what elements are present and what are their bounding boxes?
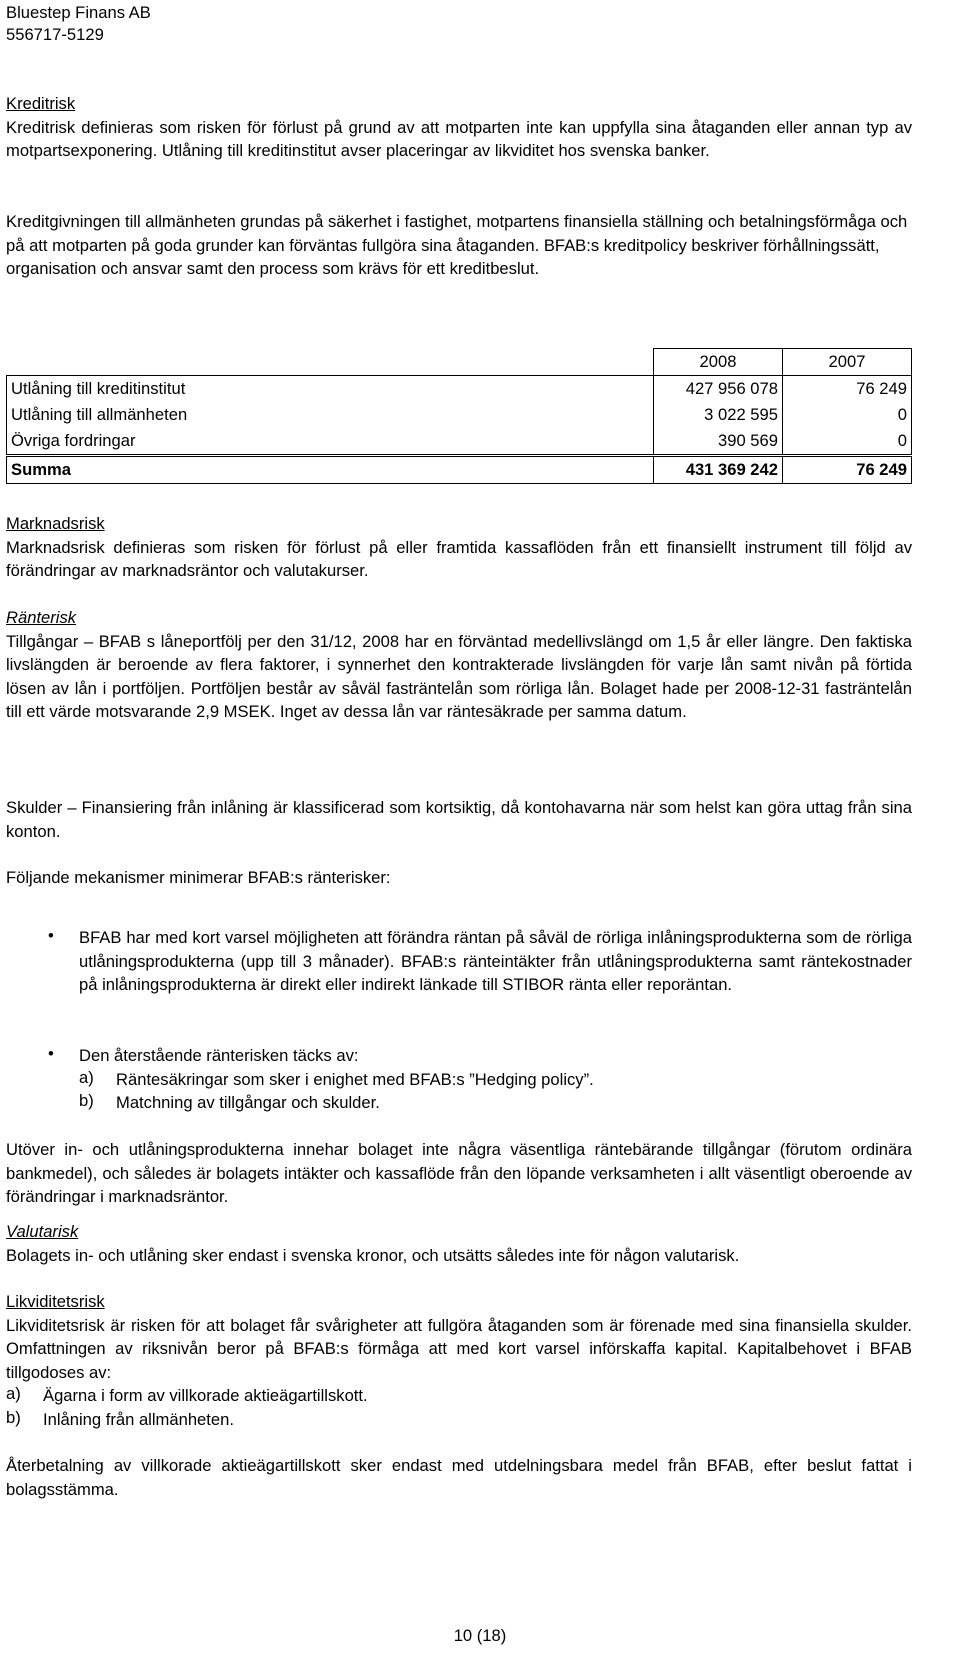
ranterisk-paragraph-3: Följande mekanismer minimerar BFAB:s ränterisker: (6, 868, 391, 887)
sub-item-text: Matchning av tillgångar och skulder. (116, 1093, 380, 1113)
ranterisk-paragraph-3-block (6, 866, 912, 890)
sub-item-label: a) (6, 1384, 21, 1404)
bullet-item (6, 1044, 912, 1115)
bullet-icon: • (48, 926, 54, 945)
sum-value-2007: 76 249 (783, 456, 912, 484)
page-number: 10 (18) (453, 1626, 507, 1645)
row-label: Utlåning till kreditinstitut (7, 376, 654, 403)
row-value-2007: 76 249 (783, 376, 912, 403)
sub-item-a (79, 1068, 912, 1092)
kreditrisk-heading: Kreditrisk (6, 94, 76, 113)
valutarisk-paragraph: Bolagets in- och utlåning sker endast i svenska kronor, och utsätts således inte för någon valutarisk. (6, 1245, 740, 1265)
likviditetsrisk-paragraph: Likviditetsrisk är risken för att bolaget får svårigheter att fullgöra åtaganden som är förenade med sina finansiella skulder. Omfattningen av riksnivån beror på BFAB:s förmåga att med kort varsel införskaffa kapital. Kapitalbehovet i BFAB tillgodoses av: (6, 1315, 912, 1382)
row-value-2008: 3 022 595 (654, 402, 783, 428)
sub-item-label: a) (79, 1067, 94, 1087)
likviditetsrisk-heading: Likviditetsrisk (6, 1292, 105, 1311)
ranterisk-heading: Ränterisk (6, 608, 77, 627)
ranterisk-section (6, 606, 912, 724)
year-2008-header: 2008 (654, 349, 783, 376)
sub-item-a (6, 1384, 912, 1408)
row-label: Utlåning till allmänheten (7, 402, 654, 428)
kreditrisk-paragraph-1: Kreditrisk definieras som risken för förlust på grund av att motparten inte kan uppfylla sina åtaganden eller annan typ av motpartsexponering. Utlåning till kreditinstitut avser placeringar av likviditet hos svenska banker. (6, 117, 912, 161)
sum-label: Summa (7, 456, 654, 484)
ranterisk-paragraph-1: Tillgångar – BFAB s låneportfölj per den 31/12, 2008 har en förväntad medellivslängd om 1,5 år eller längre. Den faktiska livslängden är beroende av flera faktorer, i synnerhet den kontrakterade livslängden för varje lån samt nivån på förtida lösen av lån i portföljen. Portföljen består av såväl fasträntelån som rörliga lån. Bolaget hade per 2008-12-31 fasträntelån till ett värde motsvarande 2,9 MSEK. Inget av dessa lån var räntesäkrade per samma datum. (6, 631, 912, 722)
kreditrisk-paragraph-2: Kreditgivningen till allmänheten grundas på säkerhet i fastighet, motpartens finansiella ställning och betalningsförmåga och på att motparten på goda grunder kan förväntas fullgöra sina åtaganden. BFAB:s kreditpolicy beskriver förhållningssätt, organisation och ansvar samt den process som krävs för ett kreditbeslut. (6, 212, 908, 279)
table-row (7, 376, 912, 403)
row-value-2007: 0 (783, 428, 912, 456)
table-row (7, 402, 912, 428)
likviditetsrisk-paragraph-2-block (6, 1454, 912, 1501)
bullet-icon: • (48, 1044, 54, 1063)
org-number: 556717-5129 (6, 25, 104, 44)
sub-item-label: b) (6, 1407, 21, 1427)
kreditrisk-section (6, 92, 912, 163)
bullet-text: BFAB har med kort varsel möjligheten att förändra räntan på såväl de rörliga inlåningsprodukterna som de rörliga utlåningsprodukterna (upp till 3 månader). BFAB:s ränteintäkter från utlåningsprodukterna samt räntekostnader på inlåningsprodukterna är direkt eller indirekt länkade till STIBOR ränta eller reporäntan. (79, 928, 912, 995)
likviditetsrisk-paragraph-2: Återbetalning av villkorade aktieägartillskott sker endast med utdelningsbara medel från BFAB, efter beslut fattat i bolagsstämma. (6, 1456, 912, 1499)
sum-value-2008: 431 369 242 (654, 456, 783, 484)
sub-item-text: Räntesäkringar som sker i enighet med BFAB:s ”Hedging policy”. (116, 1069, 594, 1089)
table-row (7, 428, 912, 456)
table-header-row (7, 349, 912, 376)
marknadsrisk-section (6, 512, 912, 583)
valutarisk-section (6, 1220, 912, 1267)
credit-exposure-table (6, 348, 912, 484)
kreditrisk-paragraph-2-block (6, 210, 912, 281)
sub-item-label: b) (79, 1091, 94, 1111)
sub-item-b (6, 1408, 912, 1432)
document-header (6, 2, 151, 46)
row-label: Övriga fordringar (7, 428, 654, 456)
sub-item-b (79, 1091, 912, 1115)
bullet-text: Den återstående ränterisken täcks av: (79, 1046, 359, 1065)
ranterisk-paragraph-2-block (6, 796, 912, 843)
row-value-2008: 427 956 078 (654, 376, 783, 403)
row-value-2007: 0 (783, 402, 912, 428)
ranterisk-paragraph-2: Skulder – Finansiering från inlåning är klassificerad som kortsiktig, då kontohavarna när som helst kan göra uttag från sina konton. (6, 798, 912, 841)
table-sum-row (7, 456, 912, 484)
year-2007-header: 2007 (783, 349, 912, 376)
likviditetsrisk-section (6, 1290, 912, 1432)
company-name: Bluestep Finans AB (6, 3, 151, 22)
sub-item-text: Inlåning från allmänheten. (43, 1409, 234, 1429)
ranterisk-paragraph-4-block (6, 1138, 912, 1209)
ranterisk-paragraph-4: Utöver in- och utlåningsprodukterna innehar bolaget inte några väsentliga räntebärande tillgångar (förutom ordinära bankmedel), och således är bolagets intäkter och kassaflöde från den löpande verksamheten i allt väsentligt oberoende av förändringar i marknadsräntor. (6, 1140, 912, 1207)
sub-item-text: Ägarna i form av villkorade aktieägartillskott. (43, 1386, 368, 1406)
marknadsrisk-heading: Marknadsrisk (6, 514, 105, 533)
marknadsrisk-paragraph: Marknadsrisk definieras som risken för förlust på eller framtida kassaflöden från ett finansiellt instrument till följd av förändringar av marknadsräntor och valutakurser. (6, 537, 912, 581)
bullet-item (6, 926, 912, 997)
row-value-2008: 390 569 (654, 428, 783, 456)
valutarisk-heading: Valutarisk (6, 1222, 79, 1241)
